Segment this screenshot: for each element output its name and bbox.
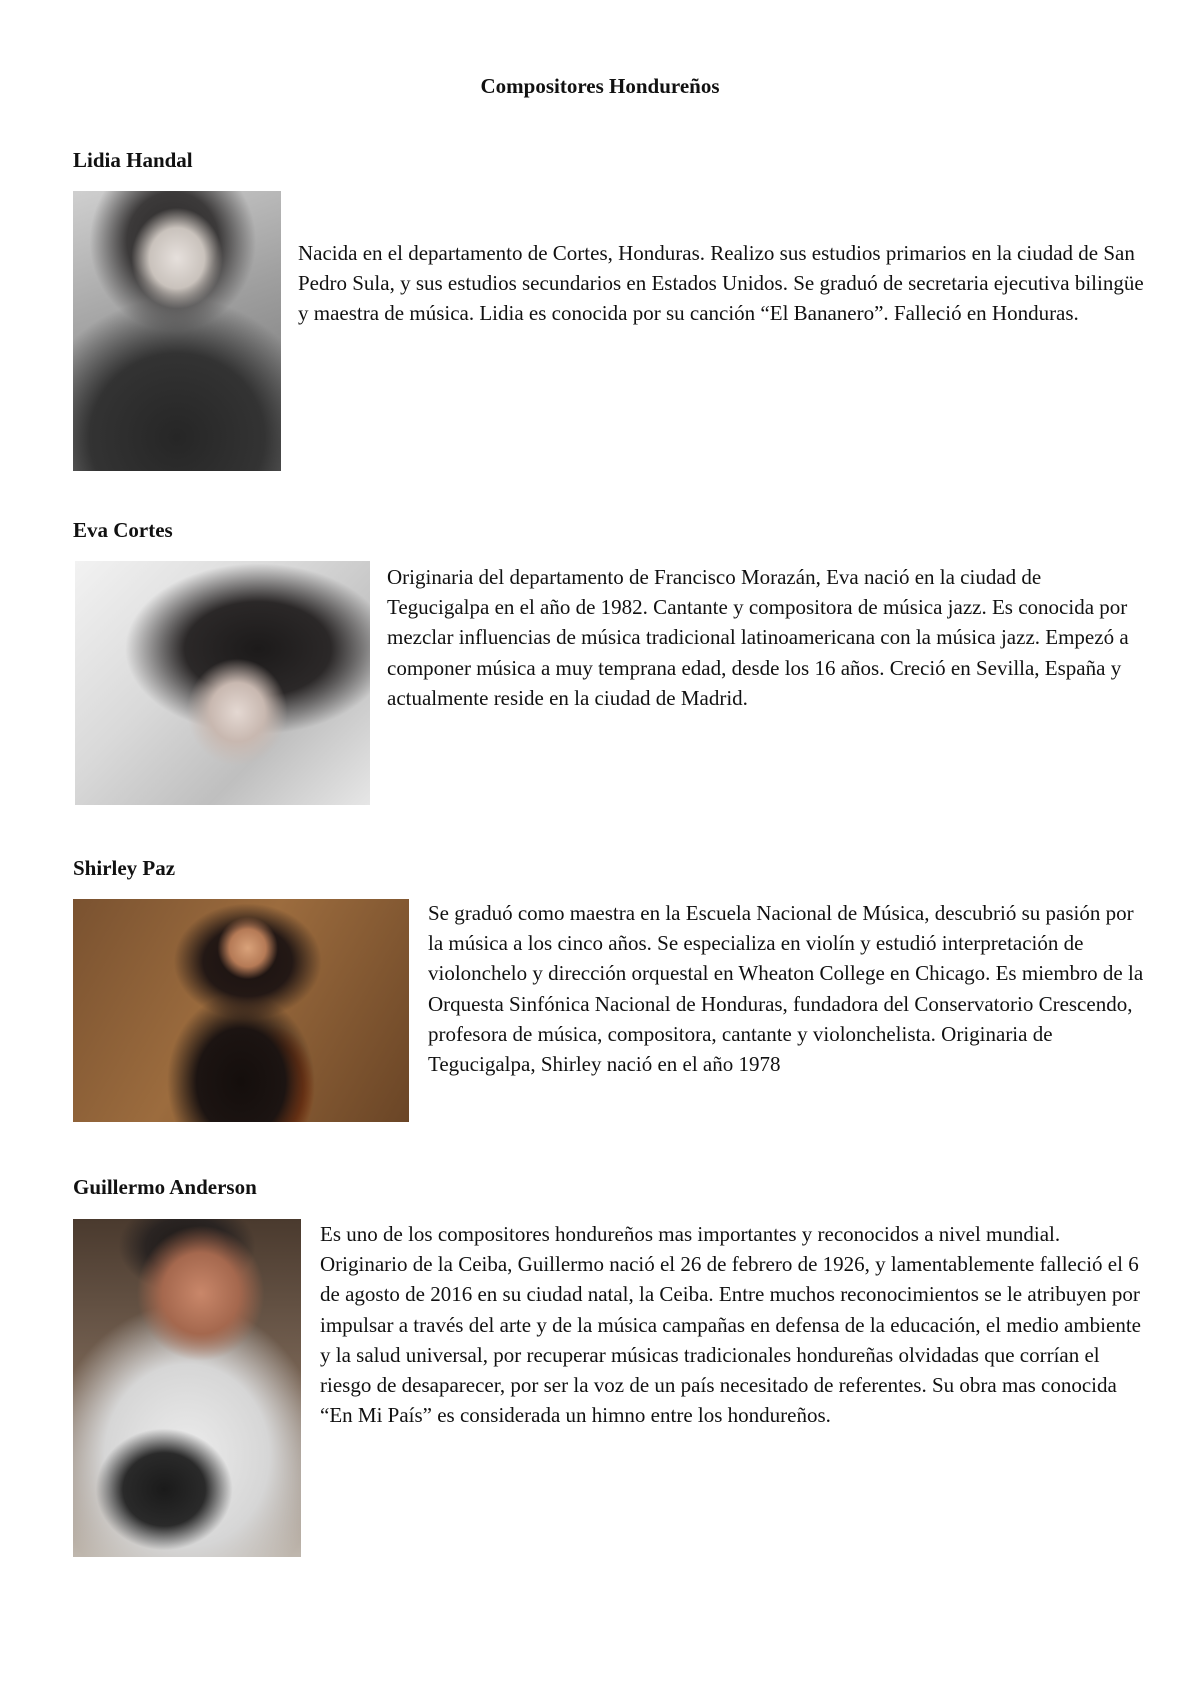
composer-name: Shirley Paz xyxy=(73,856,176,880)
composer-bio: Se graduó como maestra en la Escuela Nacional de Música, descubrió su pasión por la música a los cinco años. Se especializa en violín y estudió interpretación de violonchelo y dirección orquestal en Wheaton College en Chicago. Es miembro de la Orquesta Sinfónica Nacional de Honduras, fundadora del Conservatorio Crescendo, profesora de música, compositora, cantante y violonchelista. Originaria de Tegucigalpa, Shirley nació en el año 1978 xyxy=(428,901,1144,1077)
composer-name: Guillermo Anderson xyxy=(73,1175,257,1199)
composer-name: Eva Cortes xyxy=(73,518,173,542)
composer-photo xyxy=(75,561,370,805)
composer-name: Lidia Handal xyxy=(73,148,193,172)
composer-bio: Nacida en el departamento de Cortes, Honduras. Realizo sus estudios primarios en la ciudad de San Pedro Sula, y sus estudios secundarios en Estados Unidos. Se graduó de secretaria ejecutiva bilingüe y maestra de música. Lidia es conocida por su canción “El Bananero”. Falleció en Honduras. xyxy=(298,241,1144,326)
composer-photo xyxy=(73,1219,301,1557)
composer-photo xyxy=(73,899,409,1122)
composer-bio: Originaria del departamento de Francisco Morazán, Eva nació en la ciudad de Tegucigalpa en el año de 1982. Cantante y compositora de música jazz. Es conocida por mezclar influencias de música tradicional latinoamericana con la música jazz. Empezó a componer música a muy temprana edad, desde los 16 años. Creció en Sevilla, España y actualmente reside en la ciudad de Madrid. xyxy=(387,565,1129,710)
page-title: Compositores Hondureños xyxy=(480,74,720,98)
composer-photo xyxy=(73,191,281,471)
composer-bio: Es uno de los compositores hondureños mas importantes y reconocidos a nivel mundial. Originario de la Ceiba, Guillermo nació el 26 de febrero de 1926, y lamentablemente falleció el 6 de agosto de 2016 en su ciudad natal, la Ceiba. Entre muchos reconocimientos se le atribuyen por impulsar a través del arte y de la música campañas en defensa de la educación, el medio ambiente y la salud universal, por recuperar músicas tradicionales hondureñas olvidadas que corrían el riesgo de desaparecer, por ser la voz de un país necesitado de referentes. Su obra mas conocida “En Mi País” es considerada un himno entre los hondureños. xyxy=(320,1222,1141,1428)
